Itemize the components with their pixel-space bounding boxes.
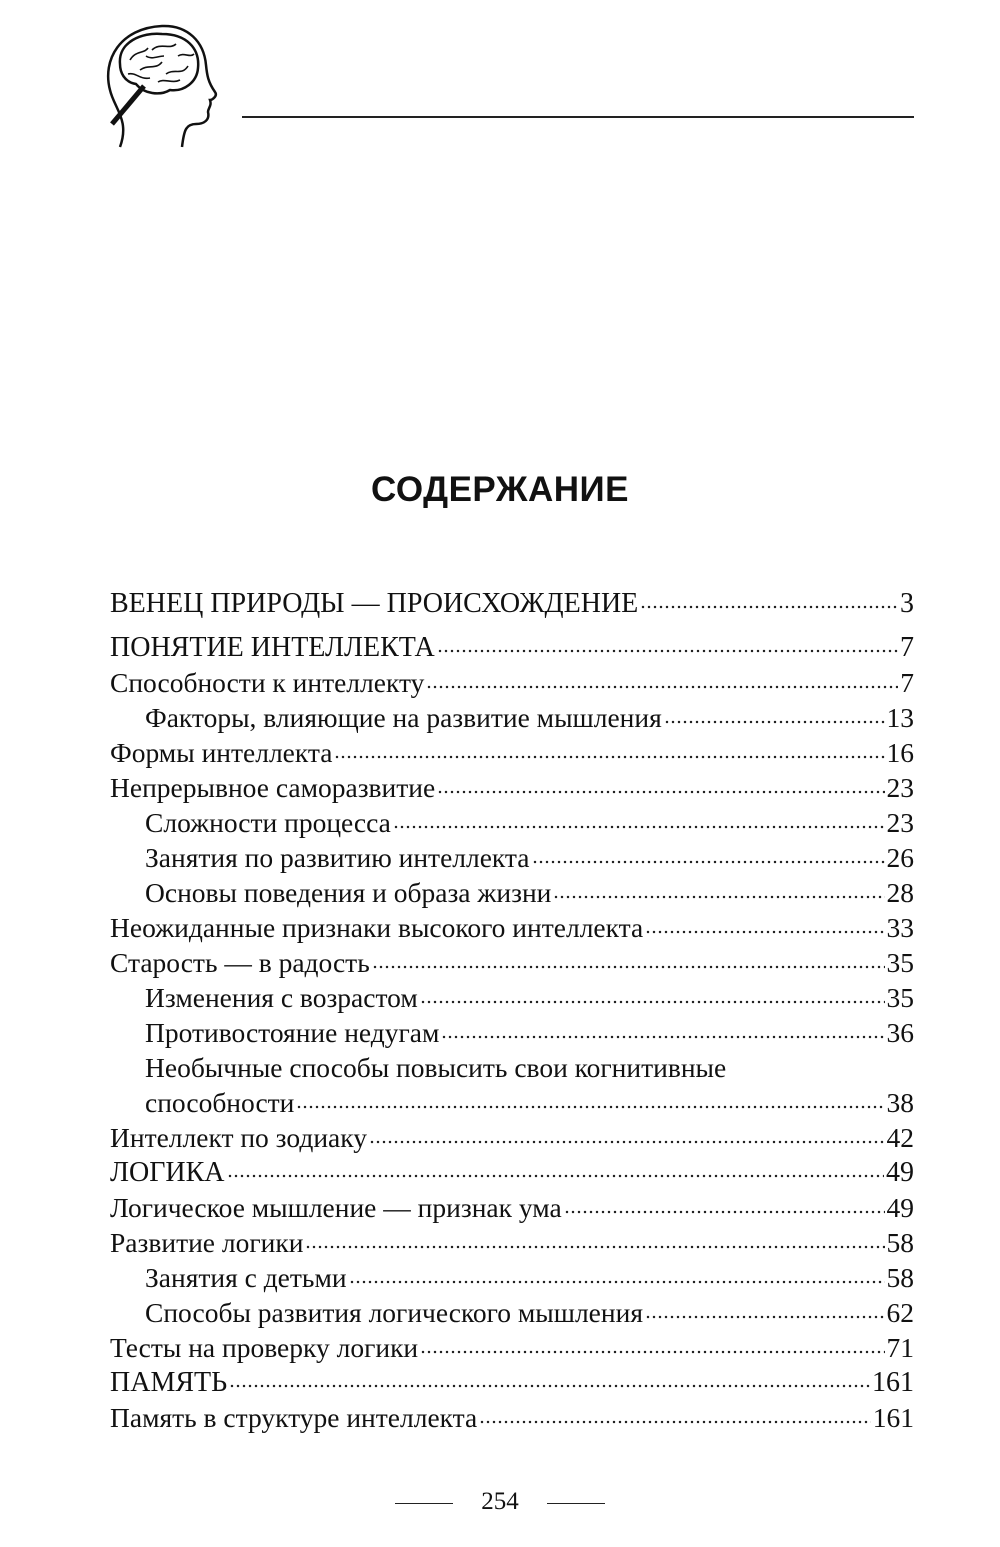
dot-leader xyxy=(372,965,885,969)
toc-page: 7 xyxy=(900,632,914,663)
footer-dash-right xyxy=(547,1503,605,1504)
toc-page: 42 xyxy=(886,1122,914,1153)
toc-page: 23 xyxy=(886,807,914,838)
toc-label: Противостояние недугам xyxy=(145,1017,440,1048)
toc-page: 49 xyxy=(886,1157,914,1188)
dot-leader xyxy=(426,685,898,689)
toc-label: Логическое мышление — признак ума xyxy=(110,1192,562,1223)
toc-label: Занятия с детьми xyxy=(145,1262,347,1293)
toc-page: 58 xyxy=(886,1262,914,1293)
toc-entry xyxy=(110,770,914,805)
toc-entry xyxy=(110,910,914,945)
toc-page: 49 xyxy=(886,1192,914,1223)
toc-entry xyxy=(110,1400,914,1435)
dot-leader xyxy=(227,1174,884,1178)
dot-leader xyxy=(437,649,898,653)
toc-label: Способности к интеллекту xyxy=(110,667,425,698)
toc-entry xyxy=(110,1295,914,1330)
toc-entry xyxy=(110,980,914,1015)
toc-label: Способы развития логического мышления xyxy=(145,1297,643,1328)
page-number-footer xyxy=(0,1488,1000,1516)
dot-leader xyxy=(229,1384,870,1388)
toc-label: ПАМЯТЬ xyxy=(110,1367,228,1398)
toc-page: 71 xyxy=(886,1332,914,1363)
toc-entry xyxy=(110,586,914,621)
toc-label: ПОНЯТИЕ ИНТЕЛЛЕКТА xyxy=(110,632,435,663)
page-title: СОДЕРЖАНИЕ xyxy=(370,470,629,509)
toc-entry xyxy=(110,665,914,700)
toc-entry xyxy=(110,805,914,840)
dot-leader xyxy=(564,1210,885,1214)
toc-entry xyxy=(110,735,914,770)
toc-entry xyxy=(110,875,914,910)
toc-label-continued: способности xyxy=(145,1087,295,1118)
toc-page: 161 xyxy=(872,1367,914,1398)
dot-leader xyxy=(334,755,884,759)
toc-label: Неожиданные признаки высокого интеллекта xyxy=(110,912,644,943)
dot-leader xyxy=(296,1105,884,1109)
toc-entry xyxy=(110,1120,914,1155)
toc-page: 3 xyxy=(900,588,914,619)
toc-page: 161 xyxy=(872,1402,914,1433)
toc-page: 16 xyxy=(886,737,914,768)
toc-label: Старость — в радость xyxy=(110,947,370,978)
toc-page: 26 xyxy=(886,842,914,873)
toc-entry xyxy=(110,700,914,735)
toc-page: 35 xyxy=(886,947,914,978)
dot-leader xyxy=(420,1000,885,1004)
toc-label: ВЕНЕЦ ПРИРОДЫ — ПРОИСХОЖДЕНИЕ xyxy=(110,588,639,619)
toc-entry xyxy=(110,1225,914,1260)
toc-entry xyxy=(110,1330,914,1365)
toc-page: 33 xyxy=(886,912,914,943)
page-number: 254 xyxy=(481,1488,519,1515)
dot-leader xyxy=(553,895,884,899)
toc-label: Формы интеллекта xyxy=(110,737,333,768)
toc-entry xyxy=(110,1050,914,1120)
toc-entry xyxy=(110,1365,914,1400)
dot-leader xyxy=(437,790,884,794)
dot-leader xyxy=(441,1035,884,1039)
toc-page: 36 xyxy=(886,1017,914,1048)
dot-leader xyxy=(532,860,885,864)
toc-page: 58 xyxy=(886,1227,914,1258)
toc-page: 23 xyxy=(886,772,914,803)
toc-label: Основы поведения и образа жизни xyxy=(145,877,552,908)
toc-label: Занятия по развитию интеллекта xyxy=(145,842,530,873)
toc-page: 28 xyxy=(886,877,914,908)
dot-leader xyxy=(664,720,885,724)
dot-leader xyxy=(645,930,884,934)
toc-label: Тесты на проверку логики xyxy=(110,1332,419,1363)
toc-label: Изменения с возрастом xyxy=(145,982,418,1013)
footer-dash-left xyxy=(395,1503,453,1504)
toc-entry xyxy=(110,1155,914,1190)
toc-entry xyxy=(110,1015,914,1050)
toc-label: Необычные способы повысить свои когнитивные xyxy=(145,1052,727,1083)
table-of-contents xyxy=(110,586,914,1435)
toc-label: Сложности процесса xyxy=(145,807,391,838)
dot-leader xyxy=(393,825,885,829)
toc-page: 62 xyxy=(886,1297,914,1328)
dot-leader xyxy=(479,1420,871,1424)
toc-entry xyxy=(110,1190,914,1225)
toc-label: ЛОГИКА xyxy=(110,1157,225,1188)
dot-leader xyxy=(369,1140,885,1144)
toc-label: Развитие логики xyxy=(110,1227,304,1258)
head-brain-logo xyxy=(100,20,220,150)
toc-entry xyxy=(110,630,914,665)
dot-leader xyxy=(640,605,898,609)
toc-entry xyxy=(110,840,914,875)
toc-page: 7 xyxy=(900,667,914,698)
toc-label: Непрерывное саморазвитие xyxy=(110,772,436,803)
toc-entry xyxy=(110,1260,914,1295)
dot-leader xyxy=(420,1350,884,1354)
toc-page: 38 xyxy=(886,1087,914,1118)
toc-label: Память в структуре интеллекта xyxy=(110,1402,478,1433)
header-rule xyxy=(242,116,914,118)
toc-label: Факторы, влияющие на развитие мышления xyxy=(145,702,662,733)
dot-leader xyxy=(645,1315,885,1319)
toc-label: Интеллект по зодиаку xyxy=(110,1122,367,1153)
toc-entry xyxy=(110,945,914,980)
dot-leader xyxy=(305,1245,884,1249)
toc-page: 13 xyxy=(886,702,914,733)
dot-leader xyxy=(349,1280,885,1284)
toc-page: 35 xyxy=(886,982,914,1013)
